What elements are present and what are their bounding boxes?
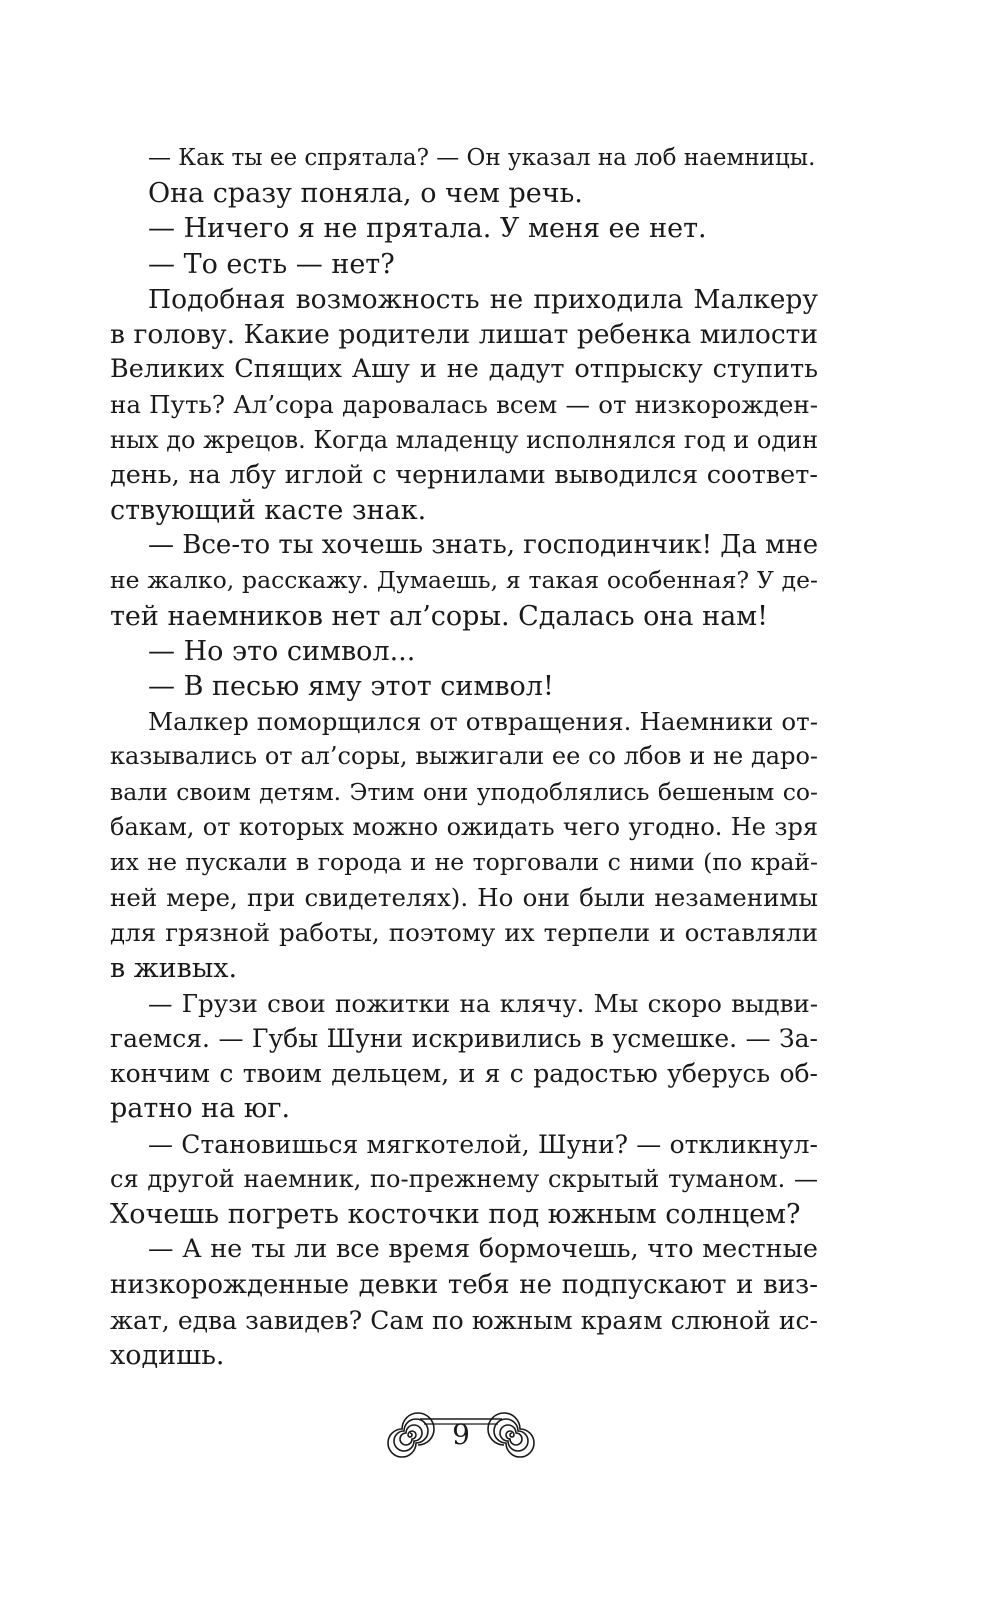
paragraph (110, 1232, 818, 1373)
text-line: низкорожденные девки тебя не подпускают и виз- (110, 1269, 818, 1300)
text-line: их не пускали в города и не торговали с ними (по край- (110, 848, 818, 877)
text-line: — Но это символ... (148, 635, 416, 667)
text-line: бакам, от которых можно ожидать чего угодно. Не зря (110, 812, 818, 841)
text-line: жат, едва завидев? Сам по южным краям слюной ис- (110, 1305, 818, 1335)
text-line: тей наемников нет ал’соры. Сдалась она нам! (110, 600, 769, 632)
text-line: — Грузи свои пожитки на клячу. Мы скоро выдви- (148, 988, 818, 1018)
paragraph (110, 211, 818, 246)
text-line: ных до жрецов. Когда младенцу исполнялся год и один (110, 425, 819, 454)
text-line: — То есть — нет? (148, 248, 395, 280)
paragraph (110, 247, 818, 282)
text-line: казывались от ал’соры, выжигали ее со лбов и не даро- (110, 742, 818, 771)
text-line: ней мере, при свидетелях). Но они были незаменимы (110, 883, 818, 913)
text-line: — Ничего я не прятала. У меня ее нет. (148, 213, 707, 245)
text-line: в живых. (110, 952, 238, 984)
text-line: на Путь? Ал’сора даровалась всем — от низкорожден- (110, 390, 818, 420)
text-line: Она сразу поняла, о чем речь. (148, 178, 583, 210)
text-line: ся другой наемник, по-прежнему скрытый туманом. — (110, 1164, 818, 1193)
paragraph (110, 176, 818, 211)
paragraph (110, 669, 818, 704)
paragraph (110, 141, 818, 176)
text-line: — В песью яму этот символ! (148, 671, 554, 703)
text-line: — А не ты ли все время бормочешь, что местные (148, 1234, 818, 1265)
paragraph (110, 986, 818, 1127)
paragraph (110, 704, 818, 986)
text-line: ствующий касте знак. (110, 495, 427, 527)
text-line: день, на лбу иглой с чернилами выводился соответ- (110, 459, 818, 490)
page-number: 9 (452, 1418, 470, 1451)
paragraph (110, 282, 818, 528)
paragraph (110, 1127, 818, 1233)
paragraph (110, 634, 818, 669)
text-line: гаемся. — Губы Шуни искривились в усмешке. — За- (110, 1024, 818, 1054)
text-line: ходишь. (110, 1339, 225, 1371)
text-line: — Как ты ее спрятала? — Он указал на лоб наемницы. (148, 145, 816, 171)
text-line: Малкер поморщился от отвращения. Наемники от- (148, 707, 818, 737)
text-line: — Все-то ты хочешь знать, господинчик! Да мне (148, 530, 819, 561)
text-line: для грязной работы, поэтому их терпели и оставляли (110, 918, 818, 948)
body-text (110, 141, 818, 1373)
text-line: не жалко, расскажу. Думаешь, я такая особенная? У де- (110, 566, 818, 595)
text-line: в голову. Какие родители лишат ребенка милости (110, 319, 818, 351)
text-line: Хочешь погреть косточки под южным солнцем? (110, 1199, 801, 1231)
page-footer (386, 1412, 536, 1458)
text-line: Подобная возможность не приходила Малкеру (148, 283, 818, 315)
text-line: Великих Спящих Ашу и не дадут отпрыску ступить (110, 354, 818, 385)
text-line: — Становишься мягкотелой, Шуни? — откликнул- (148, 1129, 818, 1159)
text-line: вали своим детям. Этим они уподоблялись бешеным со- (110, 777, 818, 806)
paragraph (110, 528, 818, 634)
text-line: ратно на юг. (110, 1093, 291, 1125)
text-line: кончим с твоим дельцем, и я с радостью уберусь об- (110, 1059, 818, 1089)
